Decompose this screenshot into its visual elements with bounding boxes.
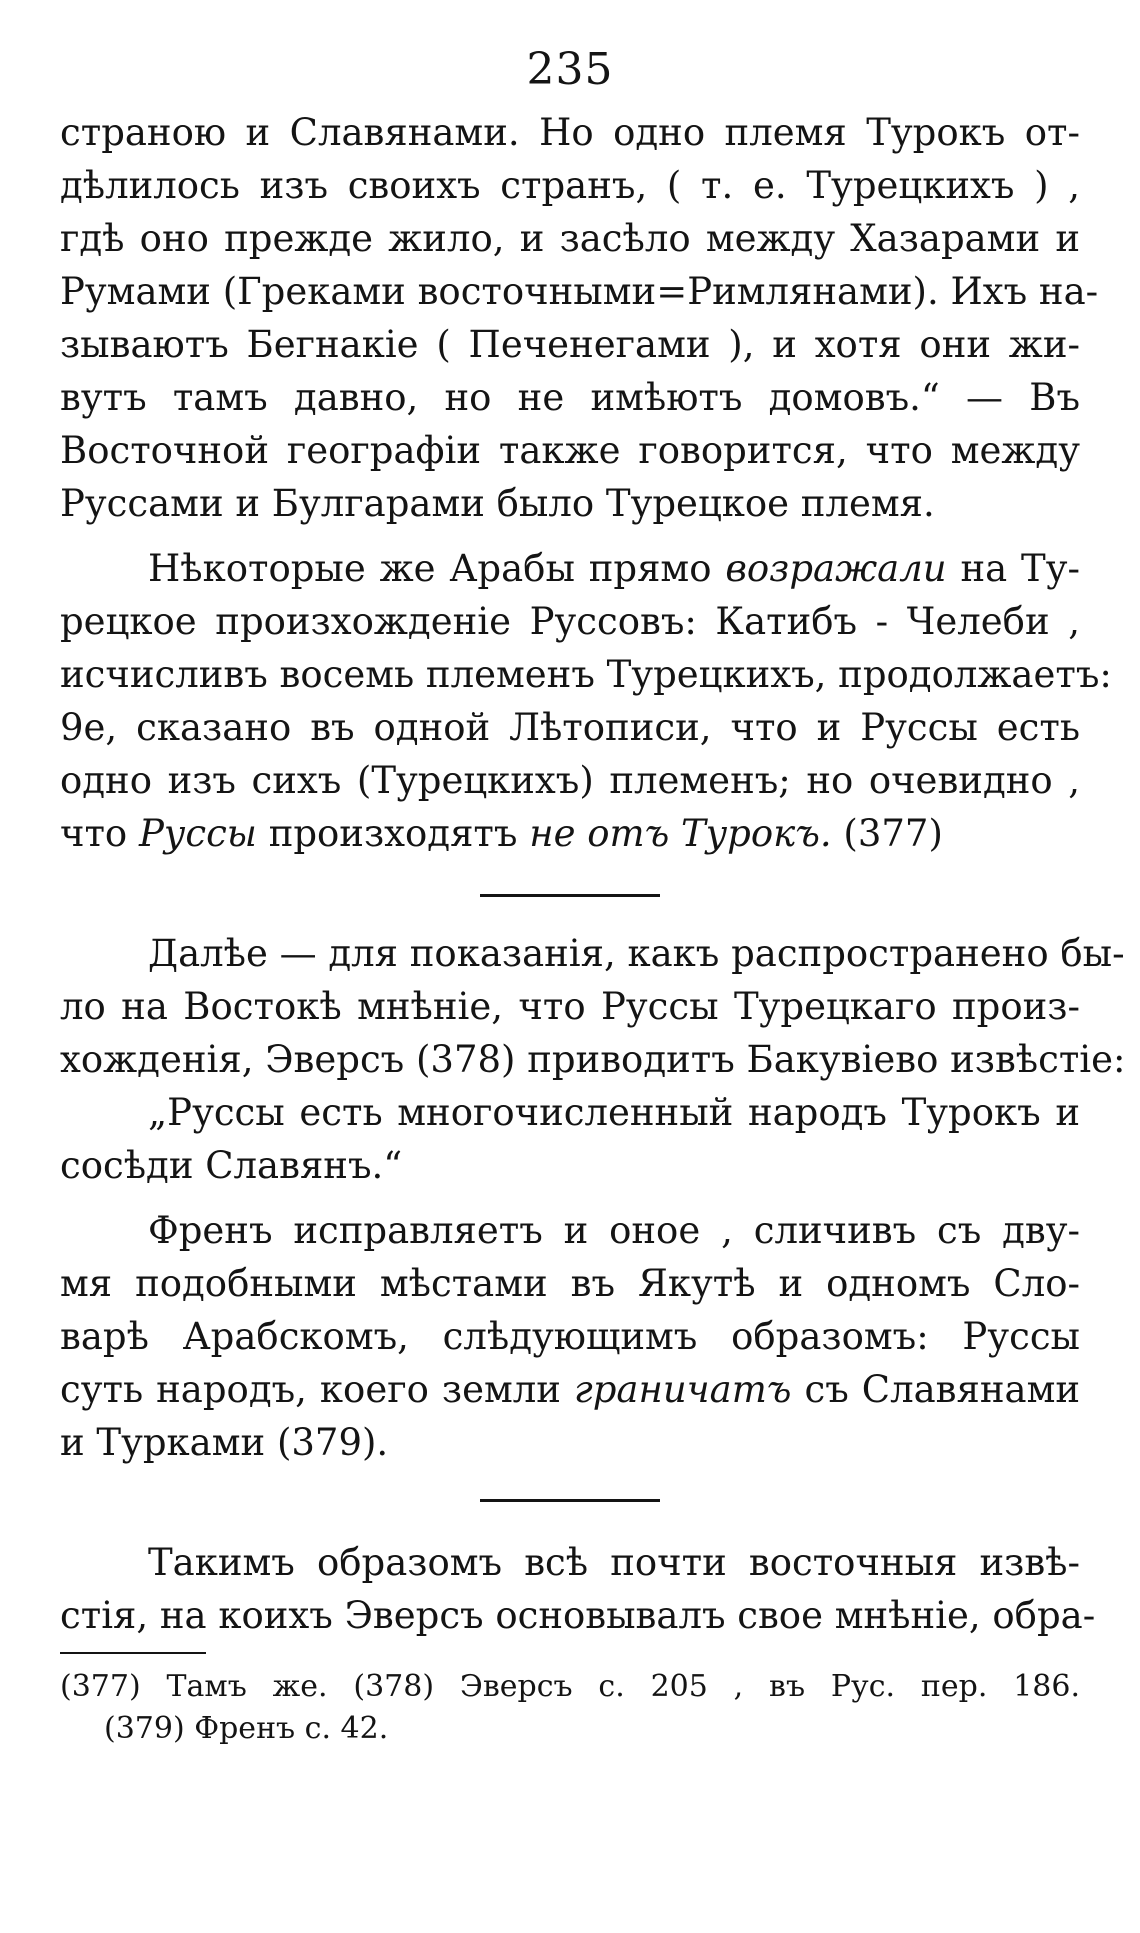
text-line: и Турками (379). (60, 1421, 389, 1464)
italic-text: граничатъ (574, 1368, 792, 1411)
text-run: произходятъ (268, 812, 518, 855)
footnotes (60, 1666, 1080, 1750)
footnote: (377) Тамъ же. (378) Эверсъ с. 205 , въ Рус. пер. 186. (60, 1669, 1080, 1704)
text-run: Нѣкоторые же Арабы прямо (148, 547, 712, 590)
text-line: страною и Славянами. Но одно племя Турокъ от- (60, 111, 1080, 154)
text-line: варѣ Арабскомъ, слѣдующимъ образомъ: Руссы (60, 1315, 1080, 1358)
text-line: Френъ исправляетъ и оное , сличивъ съ дву- (148, 1209, 1080, 1252)
text-line: зываютъ Бегнакіе ( Печенегами ), и хотя они жи- (60, 323, 1080, 366)
page-number: 235 (526, 44, 614, 95)
text-run: что (60, 812, 128, 855)
text-line: Руссами и Булгарами было Турецкое племя. (60, 482, 935, 525)
footnote-divider (60, 1652, 206, 1654)
paragraph-1 (60, 106, 1099, 530)
quotation (60, 1086, 1080, 1192)
text-line: исчисливъ восемь племенъ Турецкихъ, продолжаетъ: (60, 653, 1112, 696)
text-line: одно изъ сихъ (Турецкихъ) племенъ; но очевидно , (60, 759, 1080, 802)
paragraph-3 (60, 927, 1126, 1086)
section-divider (480, 894, 660, 897)
text-line: 9е, сказано въ одной Лѣтописи, что и Руссы есть (60, 706, 1080, 749)
text-run: на Ту- (960, 547, 1080, 590)
text-line: Такимъ образомъ всѣ почти восточныя извѣ- (148, 1541, 1080, 1584)
paragraph-5 (60, 1204, 1080, 1469)
text-line: рецкое произхожденіе Руссовъ: Катибъ - Челеби , (60, 600, 1080, 643)
text-line (60, 542, 1080, 595)
italic-text: Руссы (138, 812, 257, 855)
text-line (60, 1363, 1080, 1416)
text-line: мя подобными мѣстами въ Якутѣ и одномъ Сло- (60, 1262, 1080, 1305)
text-line: хожденія, Эверсъ (378) приводитъ Бакувіево извѣстіе: (60, 1038, 1126, 1081)
text-line: сосѣди Славянъ.“ (60, 1144, 403, 1187)
text-line: Восточной географіи также говорится, что между (60, 429, 1080, 472)
book-page (60, 40, 1126, 1750)
paragraph-6 (60, 1536, 1096, 1642)
text-line: Далѣе — для показанія, какъ распространено бы- (148, 932, 1125, 975)
text-line (60, 807, 1080, 860)
italic-text: не отъ Турокъ. (529, 812, 832, 855)
text-run: съ Славянами (804, 1368, 1081, 1411)
text-line: „Руссы есть многочисленный народъ Турокъ и (148, 1091, 1080, 1134)
text-line: Румами (Греками восточными=Римлянами). Ихъ на- (60, 270, 1099, 313)
text-line: гдѣ оно прежде жило, и засѣло между Хазарами и (60, 217, 1080, 260)
italic-text: возражали (725, 547, 947, 590)
text-line: ло на Востокѣ мнѣніе, что Руссы Турецкаго произ- (60, 985, 1080, 1028)
text-line: дѣлилось изъ своихъ странъ, ( т. е. Турецкихъ ) , (60, 164, 1080, 207)
text-line: стія, на коихъ Эверсъ основывалъ свое мнѣніе, обра- (60, 1594, 1096, 1637)
footnote: (379) Френъ с. 42. (104, 1711, 389, 1746)
text-line: вутъ тамъ давно, но не имѣютъ домовъ.“ — Въ (60, 376, 1080, 419)
footnote-ref: (377) (843, 812, 943, 855)
text-run: суть народъ, коего земли (60, 1368, 561, 1411)
section-divider (480, 1499, 660, 1502)
paragraph-2 (60, 542, 1112, 860)
